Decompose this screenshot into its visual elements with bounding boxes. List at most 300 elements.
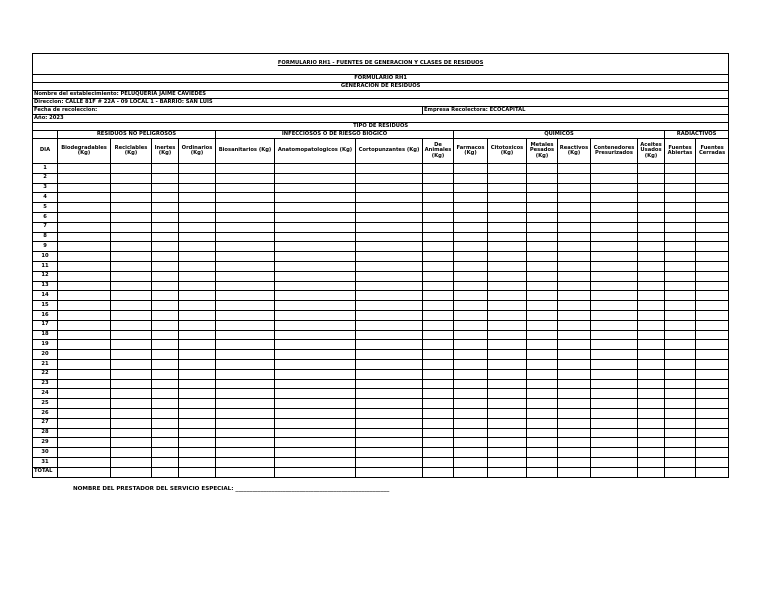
weight-entry-cell[interactable] <box>454 281 488 291</box>
weight-entry-cell[interactable] <box>179 330 216 340</box>
weight-entry-cell[interactable] <box>58 193 111 203</box>
weight-entry-cell[interactable] <box>591 212 638 222</box>
weight-entry-cell[interactable] <box>696 418 729 428</box>
weight-entry-cell[interactable] <box>179 350 216 360</box>
weight-entry-cell[interactable] <box>638 252 665 262</box>
weight-entry-cell[interactable] <box>111 261 152 271</box>
weight-entry-cell[interactable] <box>216 212 275 222</box>
weight-entry-cell[interactable] <box>152 438 179 448</box>
weight-entry-cell[interactable] <box>152 193 179 203</box>
weight-entry-cell[interactable] <box>152 467 179 477</box>
weight-entry-cell[interactable] <box>696 164 729 174</box>
weight-entry-cell[interactable] <box>527 232 558 242</box>
weight-entry-cell[interactable] <box>638 399 665 409</box>
weight-entry-cell[interactable] <box>423 379 454 389</box>
weight-entry-cell[interactable] <box>454 428 488 438</box>
weight-entry-cell[interactable] <box>152 389 179 399</box>
weight-entry-cell[interactable] <box>696 330 729 340</box>
weight-entry-cell[interactable] <box>356 281 423 291</box>
weight-entry-cell[interactable] <box>558 232 591 242</box>
weight-entry-cell[interactable] <box>356 467 423 477</box>
weight-entry-cell[interactable] <box>423 252 454 262</box>
weight-entry-cell[interactable] <box>111 203 152 213</box>
weight-entry-cell[interactable] <box>488 320 527 330</box>
weight-entry-cell[interactable] <box>179 252 216 262</box>
weight-entry-cell[interactable] <box>527 438 558 448</box>
weight-entry-cell[interactable] <box>591 222 638 232</box>
weight-entry-cell[interactable] <box>454 301 488 311</box>
weight-entry-cell[interactable] <box>558 330 591 340</box>
weight-entry-cell[interactable] <box>527 320 558 330</box>
weight-entry-cell[interactable] <box>527 193 558 203</box>
weight-entry-cell[interactable] <box>696 281 729 291</box>
weight-entry-cell[interactable] <box>696 291 729 301</box>
weight-entry-cell[interactable] <box>423 271 454 281</box>
weight-entry-cell[interactable] <box>423 369 454 379</box>
weight-entry-cell[interactable] <box>111 457 152 467</box>
weight-entry-cell[interactable] <box>488 448 527 458</box>
weight-entry-cell[interactable] <box>558 193 591 203</box>
weight-entry-cell[interactable] <box>216 173 275 183</box>
weight-entry-cell[interactable] <box>527 389 558 399</box>
weight-entry-cell[interactable] <box>275 291 356 301</box>
weight-entry-cell[interactable] <box>591 193 638 203</box>
weight-entry-cell[interactable] <box>454 164 488 174</box>
weight-entry-cell[interactable] <box>423 281 454 291</box>
weight-entry-cell[interactable] <box>152 399 179 409</box>
weight-entry-cell[interactable] <box>356 173 423 183</box>
weight-entry-cell[interactable] <box>591 232 638 242</box>
weight-entry-cell[interactable] <box>638 379 665 389</box>
weight-entry-cell[interactable] <box>58 271 111 281</box>
weight-entry-cell[interactable] <box>488 457 527 467</box>
weight-entry-cell[interactable] <box>696 340 729 350</box>
weight-entry-cell[interactable] <box>356 340 423 350</box>
weight-entry-cell[interactable] <box>275 261 356 271</box>
weight-entry-cell[interactable] <box>216 340 275 350</box>
weight-entry-cell[interactable] <box>454 320 488 330</box>
weight-entry-cell[interactable] <box>275 301 356 311</box>
weight-entry-cell[interactable] <box>527 310 558 320</box>
weight-entry-cell[interactable] <box>423 408 454 418</box>
weight-entry-cell[interactable] <box>179 359 216 369</box>
weight-entry-cell[interactable] <box>152 310 179 320</box>
weight-entry-cell[interactable] <box>696 212 729 222</box>
weight-entry-cell[interactable] <box>696 203 729 213</box>
weight-entry-cell[interactable] <box>454 359 488 369</box>
weight-entry-cell[interactable] <box>454 173 488 183</box>
weight-entry-cell[interactable] <box>275 164 356 174</box>
weight-entry-cell[interactable] <box>488 183 527 193</box>
weight-entry-cell[interactable] <box>111 281 152 291</box>
weight-entry-cell[interactable] <box>638 203 665 213</box>
weight-entry-cell[interactable] <box>179 379 216 389</box>
weight-entry-cell[interactable] <box>179 320 216 330</box>
weight-entry-cell[interactable] <box>111 467 152 477</box>
weight-entry-cell[interactable] <box>179 261 216 271</box>
weight-entry-cell[interactable] <box>558 242 591 252</box>
weight-entry-cell[interactable] <box>527 467 558 477</box>
weight-entry-cell[interactable] <box>591 359 638 369</box>
weight-entry-cell[interactable] <box>111 242 152 252</box>
weight-entry-cell[interactable] <box>275 340 356 350</box>
weight-entry-cell[interactable] <box>58 310 111 320</box>
weight-entry-cell[interactable] <box>638 183 665 193</box>
weight-entry-cell[interactable] <box>216 408 275 418</box>
weight-entry-cell[interactable] <box>488 418 527 428</box>
weight-entry-cell[interactable] <box>527 164 558 174</box>
weight-entry-cell[interactable] <box>275 428 356 438</box>
weight-entry-cell[interactable] <box>275 232 356 242</box>
weight-entry-cell[interactable] <box>591 457 638 467</box>
weight-entry-cell[interactable] <box>216 399 275 409</box>
weight-entry-cell[interactable] <box>454 389 488 399</box>
weight-entry-cell[interactable] <box>527 408 558 418</box>
weight-entry-cell[interactable] <box>558 408 591 418</box>
weight-entry-cell[interactable] <box>665 281 696 291</box>
weight-entry-cell[interactable] <box>356 193 423 203</box>
weight-entry-cell[interactable] <box>58 389 111 399</box>
weight-entry-cell[interactable] <box>179 340 216 350</box>
weight-entry-cell[interactable] <box>558 173 591 183</box>
weight-entry-cell[interactable] <box>696 310 729 320</box>
weight-entry-cell[interactable] <box>488 164 527 174</box>
weight-entry-cell[interactable] <box>356 252 423 262</box>
weight-entry-cell[interactable] <box>638 340 665 350</box>
weight-entry-cell[interactable] <box>423 438 454 448</box>
weight-entry-cell[interactable] <box>179 457 216 467</box>
weight-entry-cell[interactable] <box>665 359 696 369</box>
weight-entry-cell[interactable] <box>454 310 488 320</box>
weight-entry-cell[interactable] <box>216 164 275 174</box>
weight-entry-cell[interactable] <box>527 359 558 369</box>
weight-entry-cell[interactable] <box>638 359 665 369</box>
weight-entry-cell[interactable] <box>152 369 179 379</box>
weight-entry-cell[interactable] <box>558 203 591 213</box>
weight-entry-cell[interactable] <box>111 252 152 262</box>
weight-entry-cell[interactable] <box>179 281 216 291</box>
weight-entry-cell[interactable] <box>152 252 179 262</box>
weight-entry-cell[interactable] <box>58 291 111 301</box>
weight-entry-cell[interactable] <box>488 340 527 350</box>
weight-entry-cell[interactable] <box>423 330 454 340</box>
weight-entry-cell[interactable] <box>423 389 454 399</box>
weight-entry-cell[interactable] <box>638 418 665 428</box>
weight-entry-cell[interactable] <box>111 193 152 203</box>
weight-entry-cell[interactable] <box>111 320 152 330</box>
weight-entry-cell[interactable] <box>665 173 696 183</box>
weight-entry-cell[interactable] <box>179 222 216 232</box>
weight-entry-cell[interactable] <box>179 467 216 477</box>
weight-entry-cell[interactable] <box>696 232 729 242</box>
weight-entry-cell[interactable] <box>665 183 696 193</box>
weight-entry-cell[interactable] <box>111 399 152 409</box>
weight-entry-cell[interactable] <box>638 301 665 311</box>
weight-entry-cell[interactable] <box>558 164 591 174</box>
weight-entry-cell[interactable] <box>423 457 454 467</box>
weight-entry-cell[interactable] <box>216 281 275 291</box>
weight-entry-cell[interactable] <box>423 448 454 458</box>
weight-entry-cell[interactable] <box>696 389 729 399</box>
weight-entry-cell[interactable] <box>356 389 423 399</box>
weight-entry-cell[interactable] <box>58 467 111 477</box>
weight-entry-cell[interactable] <box>454 399 488 409</box>
weight-entry-cell[interactable] <box>58 203 111 213</box>
weight-entry-cell[interactable] <box>111 448 152 458</box>
weight-entry-cell[interactable] <box>527 252 558 262</box>
weight-entry-cell[interactable] <box>356 448 423 458</box>
weight-entry-cell[interactable] <box>591 408 638 418</box>
weight-entry-cell[interactable] <box>111 232 152 242</box>
weight-entry-cell[interactable] <box>58 261 111 271</box>
weight-entry-cell[interactable] <box>111 340 152 350</box>
weight-entry-cell[interactable] <box>152 418 179 428</box>
weight-entry-cell[interactable] <box>696 369 729 379</box>
weight-entry-cell[interactable] <box>488 271 527 281</box>
weight-entry-cell[interactable] <box>488 330 527 340</box>
weight-entry-cell[interactable] <box>527 428 558 438</box>
weight-entry-cell[interactable] <box>111 330 152 340</box>
weight-entry-cell[interactable] <box>216 261 275 271</box>
weight-entry-cell[interactable] <box>356 379 423 389</box>
weight-entry-cell[interactable] <box>527 291 558 301</box>
weight-entry-cell[interactable] <box>454 203 488 213</box>
weight-entry-cell[interactable] <box>591 271 638 281</box>
weight-entry-cell[interactable] <box>665 232 696 242</box>
weight-entry-cell[interactable] <box>488 399 527 409</box>
weight-entry-cell[interactable] <box>152 261 179 271</box>
weight-entry-cell[interactable] <box>638 173 665 183</box>
weight-entry-cell[interactable] <box>216 291 275 301</box>
weight-entry-cell[interactable] <box>423 399 454 409</box>
weight-entry-cell[interactable] <box>454 467 488 477</box>
weight-entry-cell[interactable] <box>275 408 356 418</box>
weight-entry-cell[interactable] <box>665 428 696 438</box>
weight-entry-cell[interactable] <box>591 369 638 379</box>
weight-entry-cell[interactable] <box>591 399 638 409</box>
weight-entry-cell[interactable] <box>591 448 638 458</box>
weight-entry-cell[interactable] <box>488 369 527 379</box>
weight-entry-cell[interactable] <box>454 418 488 428</box>
weight-entry-cell[interactable] <box>558 291 591 301</box>
weight-entry-cell[interactable] <box>665 222 696 232</box>
weight-entry-cell[interactable] <box>696 173 729 183</box>
weight-entry-cell[interactable] <box>488 212 527 222</box>
weight-entry-cell[interactable] <box>527 379 558 389</box>
weight-entry-cell[interactable] <box>454 457 488 467</box>
weight-entry-cell[interactable] <box>356 399 423 409</box>
weight-entry-cell[interactable] <box>58 457 111 467</box>
weight-entry-cell[interactable] <box>356 291 423 301</box>
weight-entry-cell[interactable] <box>216 350 275 360</box>
weight-entry-cell[interactable] <box>111 438 152 448</box>
weight-entry-cell[interactable] <box>423 222 454 232</box>
weight-entry-cell[interactable] <box>638 428 665 438</box>
weight-entry-cell[interactable] <box>638 467 665 477</box>
weight-entry-cell[interactable] <box>152 232 179 242</box>
weight-entry-cell[interactable] <box>58 173 111 183</box>
weight-entry-cell[interactable] <box>696 438 729 448</box>
weight-entry-cell[interactable] <box>591 164 638 174</box>
weight-entry-cell[interactable] <box>591 281 638 291</box>
weight-entry-cell[interactable] <box>111 310 152 320</box>
weight-entry-cell[interactable] <box>454 222 488 232</box>
weight-entry-cell[interactable] <box>58 232 111 242</box>
weight-entry-cell[interactable] <box>58 222 111 232</box>
weight-entry-cell[interactable] <box>423 340 454 350</box>
weight-entry-cell[interactable] <box>216 203 275 213</box>
weight-entry-cell[interactable] <box>591 173 638 183</box>
weight-entry-cell[interactable] <box>58 242 111 252</box>
weight-entry-cell[interactable] <box>527 457 558 467</box>
weight-entry-cell[interactable] <box>638 320 665 330</box>
weight-entry-cell[interactable] <box>423 428 454 438</box>
weight-entry-cell[interactable] <box>638 457 665 467</box>
weight-entry-cell[interactable] <box>152 164 179 174</box>
weight-entry-cell[interactable] <box>216 438 275 448</box>
weight-entry-cell[interactable] <box>423 193 454 203</box>
weight-entry-cell[interactable] <box>696 301 729 311</box>
weight-entry-cell[interactable] <box>638 291 665 301</box>
weight-entry-cell[interactable] <box>558 222 591 232</box>
weight-entry-cell[interactable] <box>638 408 665 418</box>
weight-entry-cell[interactable] <box>111 428 152 438</box>
weight-entry-cell[interactable] <box>423 320 454 330</box>
weight-entry-cell[interactable] <box>527 212 558 222</box>
weight-entry-cell[interactable] <box>591 330 638 340</box>
weight-entry-cell[interactable] <box>152 428 179 438</box>
weight-entry-cell[interactable] <box>152 301 179 311</box>
weight-entry-cell[interactable] <box>558 252 591 262</box>
weight-entry-cell[interactable] <box>665 261 696 271</box>
weight-entry-cell[interactable] <box>179 203 216 213</box>
weight-entry-cell[interactable] <box>356 428 423 438</box>
weight-entry-cell[interactable] <box>216 389 275 399</box>
weight-entry-cell[interactable] <box>454 261 488 271</box>
weight-entry-cell[interactable] <box>558 261 591 271</box>
weight-entry-cell[interactable] <box>275 193 356 203</box>
weight-entry-cell[interactable] <box>179 438 216 448</box>
weight-entry-cell[interactable] <box>423 164 454 174</box>
weight-entry-cell[interactable] <box>591 350 638 360</box>
weight-entry-cell[interactable] <box>58 379 111 389</box>
weight-entry-cell[interactable] <box>58 340 111 350</box>
weight-entry-cell[interactable] <box>454 330 488 340</box>
weight-entry-cell[interactable] <box>665 242 696 252</box>
weight-entry-cell[interactable] <box>488 173 527 183</box>
weight-entry-cell[interactable] <box>275 242 356 252</box>
weight-entry-cell[interactable] <box>638 193 665 203</box>
weight-entry-cell[interactable] <box>423 232 454 242</box>
weight-entry-cell[interactable] <box>454 183 488 193</box>
weight-entry-cell[interactable] <box>696 193 729 203</box>
weight-entry-cell[interactable] <box>58 350 111 360</box>
weight-entry-cell[interactable] <box>216 467 275 477</box>
weight-entry-cell[interactable] <box>152 222 179 232</box>
weight-entry-cell[interactable] <box>179 408 216 418</box>
weight-entry-cell[interactable] <box>111 212 152 222</box>
weight-entry-cell[interactable] <box>558 448 591 458</box>
weight-entry-cell[interactable] <box>488 203 527 213</box>
weight-entry-cell[interactable] <box>527 301 558 311</box>
weight-entry-cell[interactable] <box>527 418 558 428</box>
weight-entry-cell[interactable] <box>275 379 356 389</box>
weight-entry-cell[interactable] <box>454 369 488 379</box>
weight-entry-cell[interactable] <box>591 438 638 448</box>
weight-entry-cell[interactable] <box>58 330 111 340</box>
weight-entry-cell[interactable] <box>665 457 696 467</box>
weight-entry-cell[interactable] <box>275 438 356 448</box>
weight-entry-cell[interactable] <box>356 320 423 330</box>
weight-entry-cell[interactable] <box>488 301 527 311</box>
weight-entry-cell[interactable] <box>527 222 558 232</box>
weight-entry-cell[interactable] <box>591 418 638 428</box>
weight-entry-cell[interactable] <box>179 369 216 379</box>
weight-entry-cell[interactable] <box>111 369 152 379</box>
weight-entry-cell[interactable] <box>356 271 423 281</box>
weight-entry-cell[interactable] <box>58 359 111 369</box>
weight-entry-cell[interactable] <box>665 350 696 360</box>
weight-entry-cell[interactable] <box>423 359 454 369</box>
weight-entry-cell[interactable] <box>591 428 638 438</box>
weight-entry-cell[interactable] <box>275 310 356 320</box>
weight-entry-cell[interactable] <box>216 232 275 242</box>
weight-entry-cell[interactable] <box>665 271 696 281</box>
weight-entry-cell[interactable] <box>58 408 111 418</box>
weight-entry-cell[interactable] <box>665 301 696 311</box>
weight-entry-cell[interactable] <box>423 301 454 311</box>
weight-entry-cell[interactable] <box>696 271 729 281</box>
weight-entry-cell[interactable] <box>356 232 423 242</box>
weight-entry-cell[interactable] <box>488 252 527 262</box>
weight-entry-cell[interactable] <box>216 330 275 340</box>
weight-entry-cell[interactable] <box>558 369 591 379</box>
weight-entry-cell[interactable] <box>591 379 638 389</box>
weight-entry-cell[interactable] <box>356 438 423 448</box>
weight-entry-cell[interactable] <box>179 271 216 281</box>
weight-entry-cell[interactable] <box>488 389 527 399</box>
weight-entry-cell[interactable] <box>58 369 111 379</box>
weight-entry-cell[interactable] <box>179 242 216 252</box>
weight-entry-cell[interactable] <box>111 222 152 232</box>
weight-entry-cell[interactable] <box>152 330 179 340</box>
weight-entry-cell[interactable] <box>356 203 423 213</box>
weight-entry-cell[interactable] <box>665 330 696 340</box>
weight-entry-cell[interactable] <box>152 457 179 467</box>
weight-entry-cell[interactable] <box>638 212 665 222</box>
weight-entry-cell[interactable] <box>527 183 558 193</box>
weight-entry-cell[interactable] <box>152 379 179 389</box>
weight-entry-cell[interactable] <box>216 359 275 369</box>
weight-entry-cell[interactable] <box>275 457 356 467</box>
weight-entry-cell[interactable] <box>696 457 729 467</box>
weight-entry-cell[interactable] <box>356 457 423 467</box>
weight-entry-cell[interactable] <box>356 330 423 340</box>
weight-entry-cell[interactable] <box>423 291 454 301</box>
weight-entry-cell[interactable] <box>423 261 454 271</box>
weight-entry-cell[interactable] <box>423 418 454 428</box>
weight-entry-cell[interactable] <box>216 428 275 438</box>
weight-entry-cell[interactable] <box>558 281 591 291</box>
weight-entry-cell[interactable] <box>179 173 216 183</box>
weight-entry-cell[interactable] <box>275 212 356 222</box>
weight-entry-cell[interactable] <box>488 408 527 418</box>
weight-entry-cell[interactable] <box>152 183 179 193</box>
weight-entry-cell[interactable] <box>216 379 275 389</box>
weight-entry-cell[interactable] <box>179 232 216 242</box>
weight-entry-cell[interactable] <box>488 310 527 320</box>
weight-entry-cell[interactable] <box>558 212 591 222</box>
